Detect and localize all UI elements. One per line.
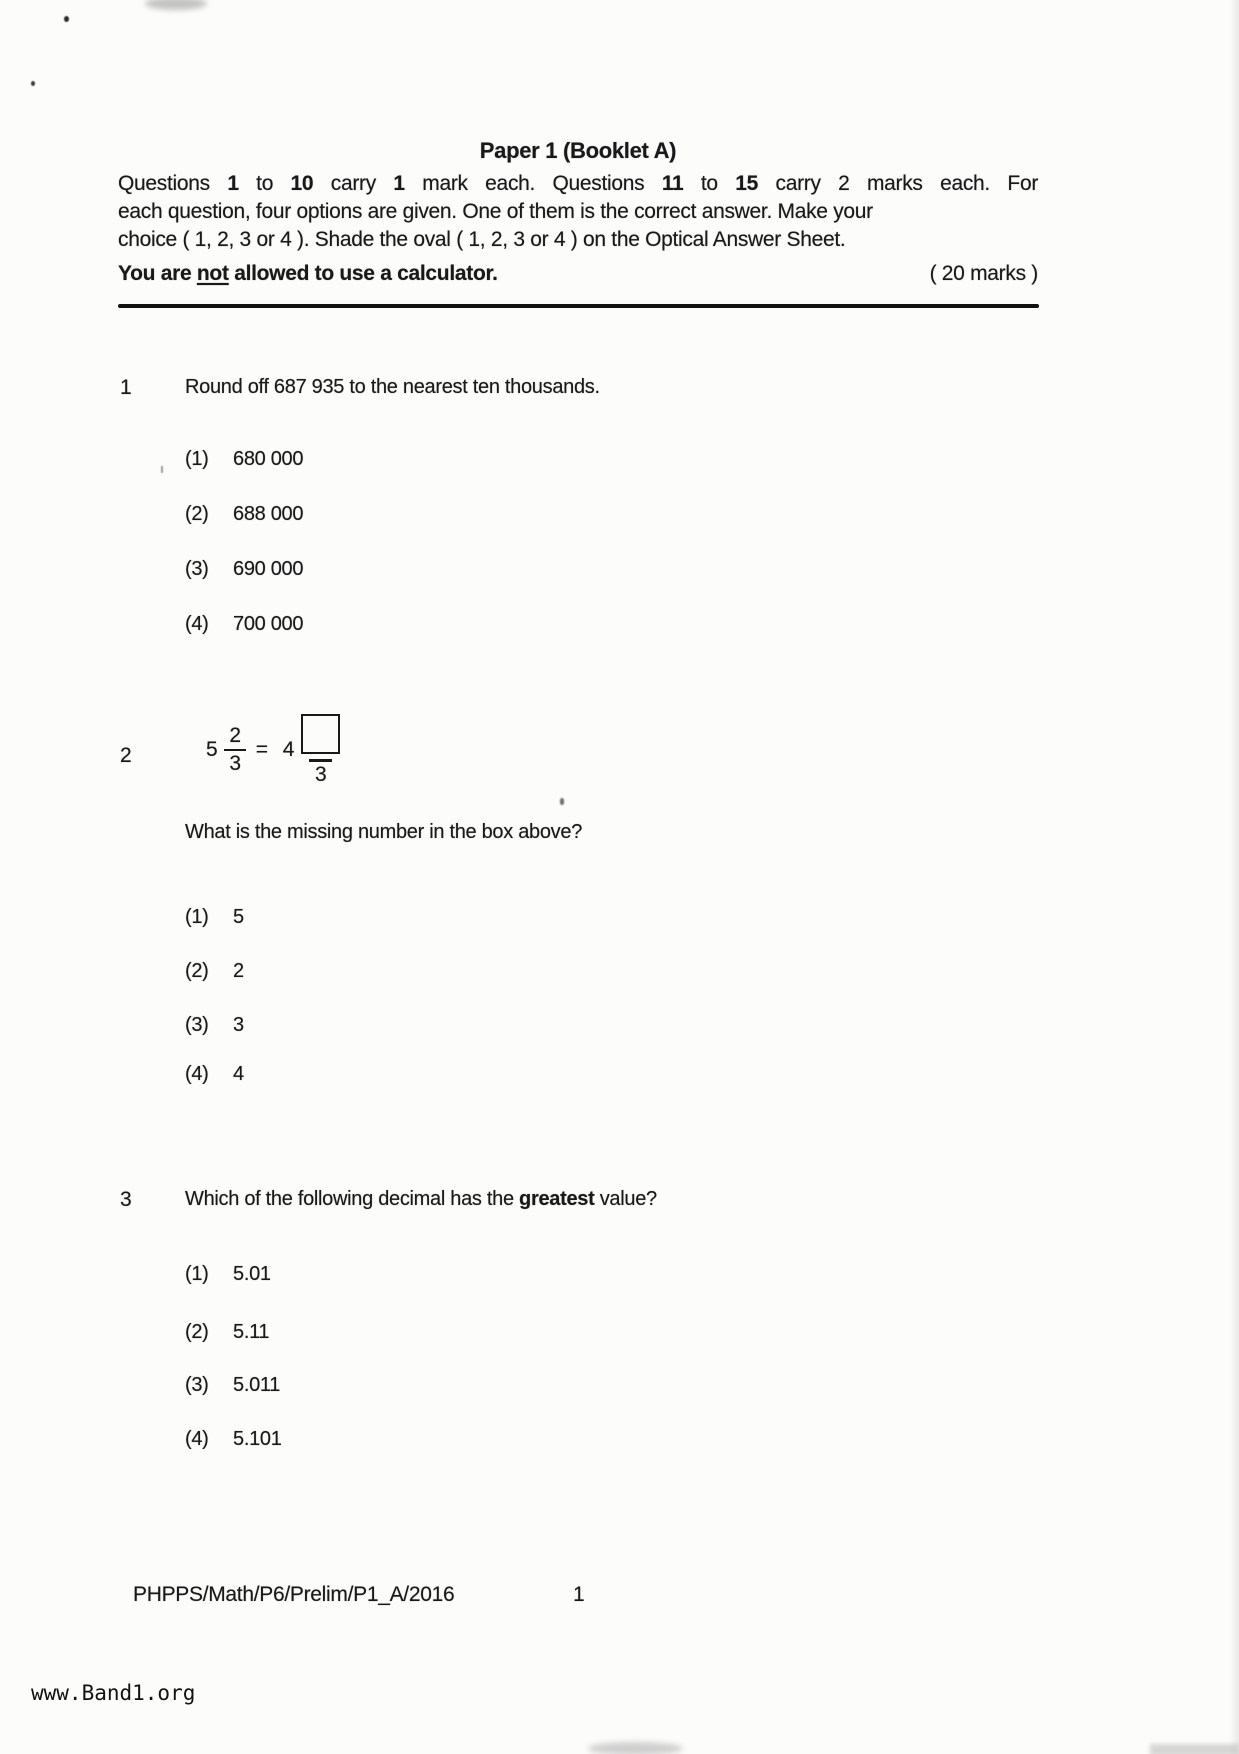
instr-text: Questions xyxy=(118,172,228,195)
option-value: 4 xyxy=(233,1063,244,1085)
whole-number: 4 xyxy=(282,738,295,761)
option-label: (4) xyxy=(185,1063,209,1085)
option-value: 5.101 xyxy=(233,1428,282,1450)
question-text: value? xyxy=(594,1188,657,1210)
question-text: Which of the following decimal has the xyxy=(185,1188,520,1210)
missing-number-box xyxy=(301,714,340,754)
option-value: 690 000 xyxy=(233,558,304,580)
instr-bold-number: 15 xyxy=(735,172,759,195)
instr-bold-number: 1 xyxy=(227,172,239,195)
instr-not-underlined: not xyxy=(196,262,229,285)
option-label: (1) xyxy=(185,448,209,470)
fraction-two-thirds xyxy=(224,725,245,775)
q3-option-1 xyxy=(185,1263,271,1286)
instr-bold-number: 1 xyxy=(393,172,405,195)
option-value: 3 xyxy=(233,1014,244,1036)
q3-option-3 xyxy=(185,1374,280,1397)
q1-option-1 xyxy=(185,448,303,471)
instr-text: mark each. Questions xyxy=(404,172,662,195)
option-value: 5.01 xyxy=(233,1263,271,1285)
instructions-line-1 xyxy=(118,170,1038,198)
option-value: 700 000 xyxy=(233,613,304,635)
instr-text: You are xyxy=(118,262,197,285)
option-label: (3) xyxy=(185,558,209,580)
q1-option-2 xyxy=(185,503,303,526)
fraction-denominator: 3 xyxy=(229,752,241,775)
instructions-line-2: each question, four options are given. One of them is the correct answer. Make your xyxy=(118,200,873,223)
instr-bold-number: 11 xyxy=(661,172,684,195)
question-1-number: 1 xyxy=(120,376,132,399)
option-value: 688 000 xyxy=(233,503,304,525)
fraction-numerator: 2 xyxy=(224,725,245,751)
instr-text: allowed to use a calculator. xyxy=(228,262,498,285)
instr-text: to xyxy=(683,172,736,195)
q3-option-2 xyxy=(185,1321,269,1344)
fraction-with-missing-box xyxy=(301,714,340,786)
q3-option-4 xyxy=(185,1428,282,1451)
instructions-line-4 xyxy=(118,260,1038,288)
option-value: 5.011 xyxy=(233,1374,281,1396)
option-value: 5.11 xyxy=(233,1321,270,1343)
q1-option-3 xyxy=(185,558,303,581)
option-value: 5 xyxy=(233,906,244,928)
instr-bold-number: 10 xyxy=(290,172,314,195)
instructions-line-3: choice ( 1, 2, 3 or 4 ). Shade the oval ( 1, 2, 3 or 4 ) on the Optical Answer Sheet. xyxy=(118,228,846,251)
question-2-number: 2 xyxy=(120,744,132,767)
q2-option-2 xyxy=(185,960,244,983)
paper-title: Paper 1 (Booklet A) xyxy=(479,138,677,163)
divider-line xyxy=(118,304,1039,308)
question-text-bold: greatest xyxy=(519,1188,595,1210)
whole-number: 5 xyxy=(206,738,218,761)
instr-text: carry 2 marks each. For xyxy=(758,172,1039,195)
q2-option-1 xyxy=(185,906,244,929)
instr-text: carry xyxy=(313,172,394,195)
document-code: PHPPS/Math/P6/Prelim/P1_A/2016 xyxy=(133,1583,455,1606)
option-label: (4) xyxy=(185,613,209,635)
option-label: (4) xyxy=(185,1428,209,1450)
equals-sign: = xyxy=(255,738,268,761)
question-3-text xyxy=(185,1188,657,1211)
instr-text: to xyxy=(238,172,291,195)
option-label: (2) xyxy=(185,503,209,525)
question-2-text: What is the missing number in the box above? xyxy=(185,821,583,843)
website-watermark: www.Band1.org xyxy=(31,1681,196,1705)
option-label: (2) xyxy=(185,1321,209,1343)
total-marks: ( 20 marks ) xyxy=(929,262,1038,285)
question-1-text: Round off 687 935 to the nearest ten thousands. xyxy=(185,376,600,398)
fraction-denominator: 3 xyxy=(314,762,327,786)
option-label: (1) xyxy=(185,1263,209,1285)
option-value: 2 xyxy=(233,960,244,982)
option-label: (1) xyxy=(185,906,209,928)
page-number: 1 xyxy=(573,1583,585,1606)
question-3-number: 3 xyxy=(120,1188,132,1211)
q2-option-3 xyxy=(185,1014,244,1037)
q1-option-4 xyxy=(185,613,303,636)
option-label: (3) xyxy=(185,1014,209,1036)
option-label: (3) xyxy=(185,1374,209,1396)
option-label: (2) xyxy=(185,960,209,982)
option-value: 680 000 xyxy=(233,448,304,470)
q2-option-4 xyxy=(185,1063,244,1086)
q2-equation xyxy=(206,702,340,798)
paper-header xyxy=(118,138,1038,288)
